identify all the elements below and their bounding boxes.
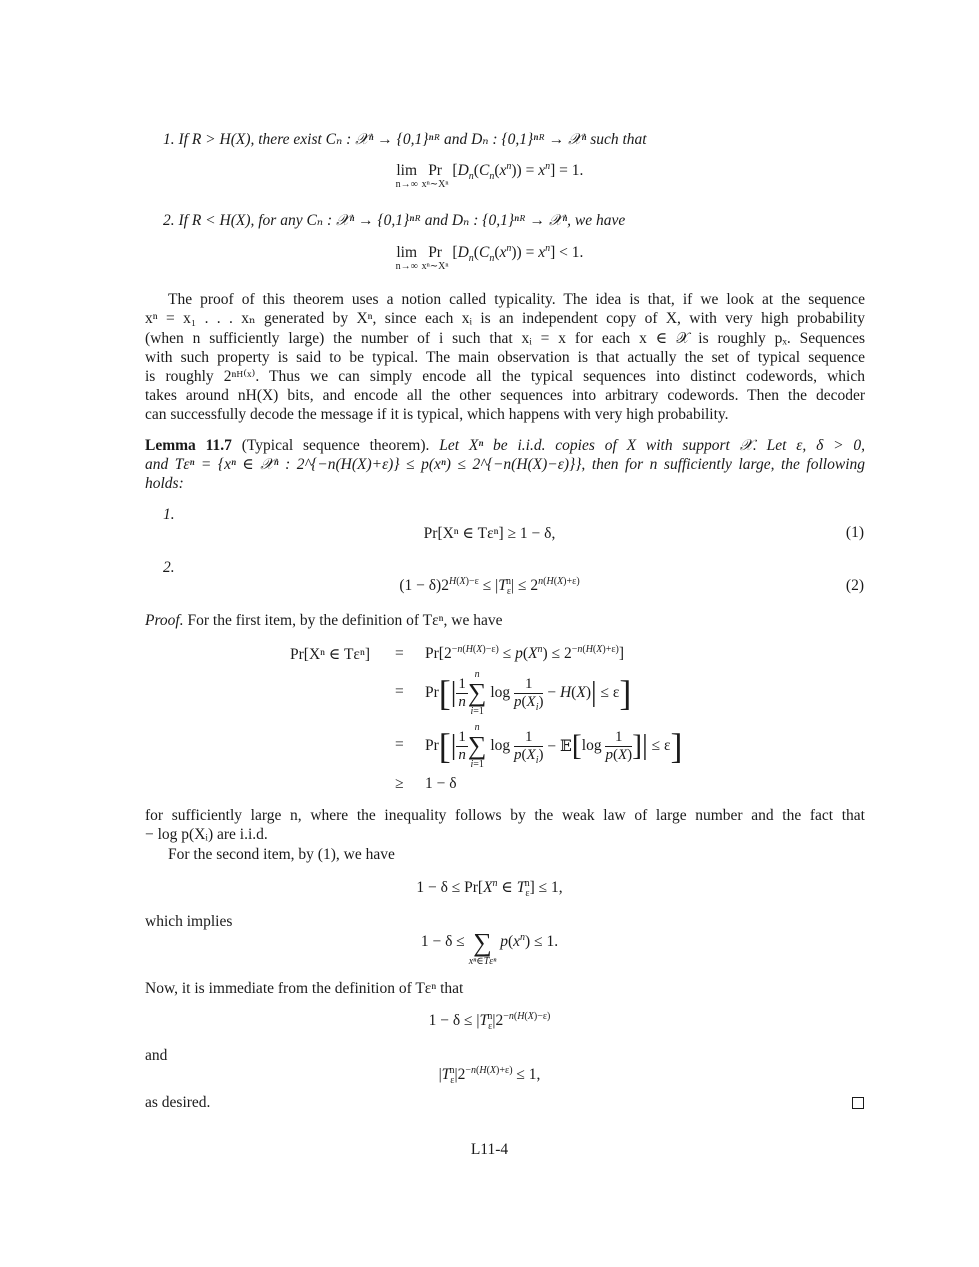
lemma-statement-line-3: holds:	[145, 475, 184, 492]
theorem-item-1-text: If R > H(X), there exist Cₙ : 𝒳ⁿ → {0,1}ⁿᴿ and Dₙ : {0,1}ⁿᴿ → 𝒳ⁿ such that	[178, 131, 647, 148]
derivation-lhs: Pr[Xⁿ ∈ Tεⁿ]	[290, 646, 370, 663]
derivation-row-4: 1 − δ	[425, 775, 457, 792]
proof-text-line: For the second item, by (1), we have	[168, 846, 395, 863]
lemma-text-1: Let Xⁿ be i.i.d. copies of X with support 𝒳. Let ε, δ > 0,	[439, 437, 865, 454]
page-footer-label: L11-4	[470, 1141, 509, 1158]
proof-label: Proof.	[145, 612, 184, 629]
theorem-item-2-equation: lim n→∞ Pr xⁿ∼Xⁿ $[D_n(C_n(x^n)) = x^n] < 1$.	[395, 242, 584, 272]
lemma-equation-2: $(1 - \delta)2^{H(X)-\varepsilon} \le |T_\varepsilon^n| \le 2^{n(H(X)+\varepsilon)}$	[399, 575, 580, 598]
derivation-row-3: Pr [ | $\frac{1}{n}$ n ∑ i=1 log $\frac{1}{p(X_i)}$ − 𝔼 [ log $\frac{1}{p(X)}$ ] | ≤ ε ]	[425, 722, 683, 770]
proof-text-line: and	[145, 1047, 168, 1064]
paragraph-line: The proof of this theorem uses a notion called typicality. The idea is that, if we look at the sequence	[168, 291, 865, 308]
equation-number-1: (1)	[845, 524, 864, 541]
proof-equation-d: $|T_\varepsilon^n|2^{-n(H(X)+\varepsilon)} \le 1$,	[438, 1064, 541, 1087]
lemma-name: (Typical sequence theorem).	[241, 437, 430, 454]
derivation-row-1: $Pr[2^{-n(H(X)-\varepsilon)} \le p(X^n) \le 2^{-n(H(X)+\varepsilon)}]$	[425, 643, 625, 662]
lemma-equation-1: Pr[Xⁿ ∈ Tεⁿ] ≥ 1 − δ,	[423, 525, 556, 542]
paragraph-line: takes around nH(X) bits, and encode all the other sequences into arbitrary codewords. Then the decoder	[145, 387, 865, 404]
lemma-item-2-number: 2.	[163, 559, 175, 576]
paragraph-line: is roughly 2ⁿᴴ⁽ˣ⁾. Thus we can simply encode all the typical sequences into distinct codewords, which	[145, 368, 865, 385]
equation-number-2: (2)	[845, 577, 864, 594]
lemma-statement-line-1	[145, 436, 865, 455]
paragraph-line: with such property is said to be typical. The main observation is that actually the set of typical sequence	[145, 349, 865, 366]
lemma-label: Lemma 11.7	[145, 437, 232, 454]
proof-intro-text: For the first item, by the definition of Tεⁿ, we have	[187, 612, 503, 629]
proof-equation-b: 1 − δ ≤ ∑ xⁿ∈Tεⁿ $p(x^n) \le 1$.	[420, 928, 559, 967]
proof-intro	[145, 611, 865, 630]
theorem-item-1-equation: lim n→∞ Pr xⁿ∼Xⁿ $[D_n(C_n(x^n)) = x^n] = 1$.	[395, 160, 584, 190]
paragraph-line: can successfully decode the message if it is typical, which happens with very high probability.	[145, 406, 729, 423]
lemma-item-1-number: 1.	[163, 506, 175, 523]
theorem-item-1	[163, 130, 647, 149]
proof-text-line: Now, it is immediate from the definition of Tεⁿ that	[145, 980, 464, 997]
proof-text-line: − log p(Xᵢ) are i.i.d.	[145, 826, 268, 843]
proof-equation-a: $1 - \delta \le Pr[X^n$ ∈ $T_\varepsilon^n] \le 1$,	[416, 877, 563, 900]
theorem-item-2	[163, 211, 625, 230]
lemma-statement-line-2: and Tεⁿ = {xⁿ ∈ 𝒳ⁿ : 2^{−n(H(X)+ε)} ≤ p(xⁿ) ≤ 2^{−n(H(X)−ε)}}, then for n sufficiently large, the following	[145, 456, 865, 473]
paragraph-line: (when n sufficiently large) the number of i such that xᵢ = x for each x ∈ 𝒳 is roughly pₓ. Sequences	[145, 330, 865, 347]
derivation-relation: =	[395, 683, 404, 700]
proof-text-line: which implies	[145, 913, 233, 930]
qed-square-icon	[852, 1097, 864, 1109]
derivation-relation: =	[395, 645, 404, 662]
proof-text-line: for sufficiently large n, where the inequality follows by the weak law of large number and the fact that	[145, 807, 865, 824]
derivation-row-2: Pr [ | $\frac{1}{n}$ n ∑ i=1 log $\frac{1}{p(X_i)}$ − H(X) | ≤ ε ]	[425, 669, 632, 717]
paragraph-line: xⁿ = x₁ . . . xₙ generated by Xⁿ, since each xᵢ is an independent copy of X, with very high probability	[145, 310, 865, 327]
theorem-item-1-number: 1.	[163, 131, 175, 148]
theorem-item-2-number: 2.	[163, 212, 175, 229]
proof-equation-c: $1 - \delta \le |T_\varepsilon^n|2^{-n(H(X)-\varepsilon)}$	[428, 1010, 551, 1033]
theorem-item-2-text: If R < H(X), for any Cₙ : 𝒳ⁿ → {0,1}ⁿᴿ and Dₙ : {0,1}ⁿᴿ → 𝒳ⁿ, we have	[178, 212, 626, 229]
derivation-relation: ≥	[395, 775, 404, 792]
proof-text-line: as desired.	[145, 1094, 211, 1111]
derivation-relation: =	[395, 736, 404, 753]
